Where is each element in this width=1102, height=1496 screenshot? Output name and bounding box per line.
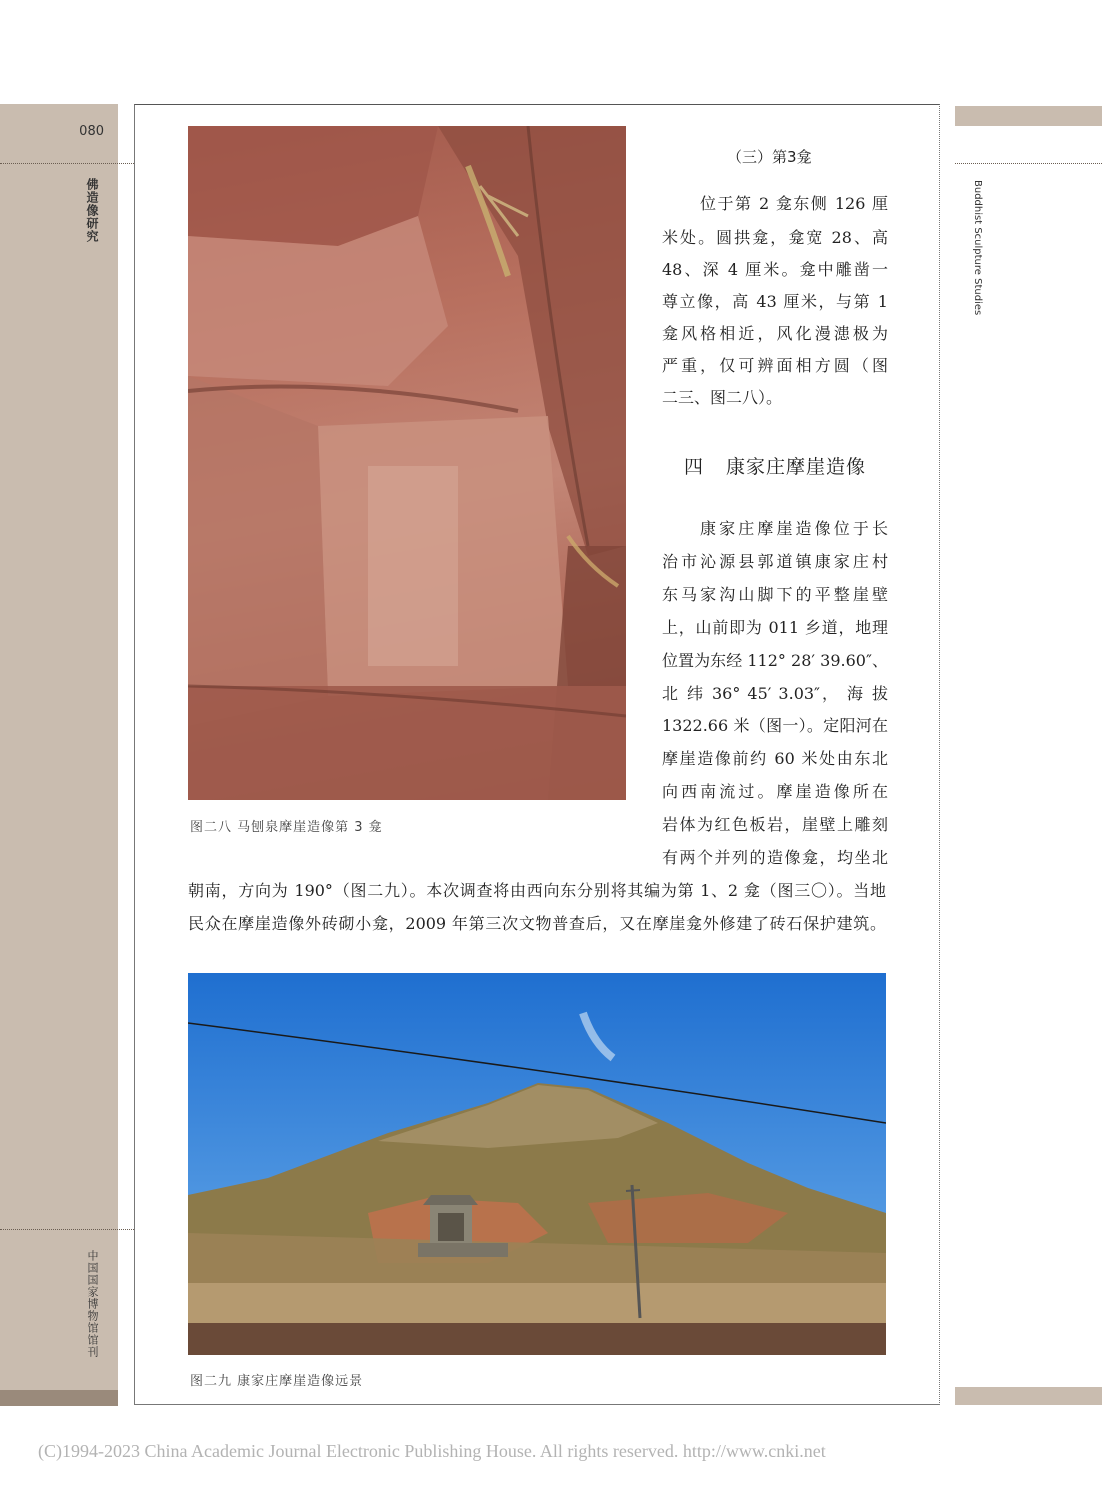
section-3-line: 二三、图二八）。 xyxy=(662,388,783,407)
section-3-line: 严重，仅可辨面相方圆（图 xyxy=(662,356,888,375)
section-4-line: 北 纬 36° 45′ 3.03″， 海 拔 xyxy=(662,684,888,703)
section-4-line: 治市沁源县郭道镇康家庄村 xyxy=(662,552,888,571)
cliff-rock-illustration xyxy=(188,126,626,800)
left-dotted-rule-bottom xyxy=(0,1229,134,1230)
section-4-title: 康家庄摩崖造像 xyxy=(726,456,867,478)
figure-28-caption: 图二八 马刨泉摩崖造像第 3 龛 xyxy=(190,820,383,835)
left-band-footer-strip xyxy=(0,1390,118,1406)
section-4-line: 岩体为红色板岩，崖壁上雕刻 xyxy=(662,815,888,834)
section-4-line: 位置为东经 112° 28′ 39.60″、 xyxy=(662,651,888,670)
right-margin-bar-top xyxy=(955,106,1102,126)
section-3-line: 米处。圆拱龛，龛宽 28、高 xyxy=(662,228,888,247)
landscape-illustration xyxy=(188,973,886,1355)
copyright-footer: (C)1994-2023 China Academic Journal Electronic Publishing House. All rights reserved. http://www.cnki.net xyxy=(38,1441,826,1461)
section-4-line: 东马家沟山脚下的平整崖壁 xyxy=(662,585,888,604)
section-3-line: 龛风格相近，风化漫漶极为 xyxy=(662,324,888,343)
section-4-full-line: 民众在摩崖造像外砖砌小龛，2009 年第三次文物普查后，又在摩崖龛外修建了砖石保护建筑。 xyxy=(188,914,886,933)
section-4-line: 康家庄摩崖造像位于长 xyxy=(700,519,888,538)
section-4-heading xyxy=(684,452,866,479)
section-4-number: 四 xyxy=(684,456,705,478)
section-3-line: 尊立像，高 43 厘米，与第 1 xyxy=(662,292,888,311)
journal-section-english: Buddhist Sculpture Studies xyxy=(972,180,983,316)
section-4-line: 摩崖造像前约 60 米处由东北 xyxy=(662,749,888,768)
right-margin-bar-bottom xyxy=(955,1387,1102,1405)
journal-name-label: 中国国家博物馆馆刊 xyxy=(86,1250,99,1358)
right-dotted-rule xyxy=(955,163,1102,164)
section-4-line: 1322.66 米（图一）。定阳河在 xyxy=(662,716,888,735)
section-3-line: 位于第 2 龛东侧 126 厘 xyxy=(700,194,888,213)
left-margin-band xyxy=(0,104,118,1406)
section-4-line: 向西南流过。摩崖造像所在 xyxy=(662,782,888,801)
section-4-line: 有两个并列的造像龛，均坐北 xyxy=(662,848,888,867)
figure-28-photo xyxy=(188,126,626,800)
figure-29-caption: 图二九 康家庄摩崖造像远景 xyxy=(190,1374,364,1389)
section-4-full-line: 朝南，方向为 190°（图二九）。本次调查将由西向东分别将其编为第 1、2 龛（图三〇）。当地 xyxy=(188,881,886,900)
page-number: 080 xyxy=(79,124,104,139)
section-4-line: 上，山前即为 011 乡道，地理 xyxy=(662,618,888,637)
journal-section-label: 佛造像研究 xyxy=(85,178,99,243)
section-3-line: 48、深 4 厘米。龛中雕凿一 xyxy=(662,260,888,279)
section-3-heading: （三）第3龛 xyxy=(727,148,812,166)
left-dotted-rule-top xyxy=(0,163,134,164)
figure-29-photo xyxy=(188,973,886,1355)
